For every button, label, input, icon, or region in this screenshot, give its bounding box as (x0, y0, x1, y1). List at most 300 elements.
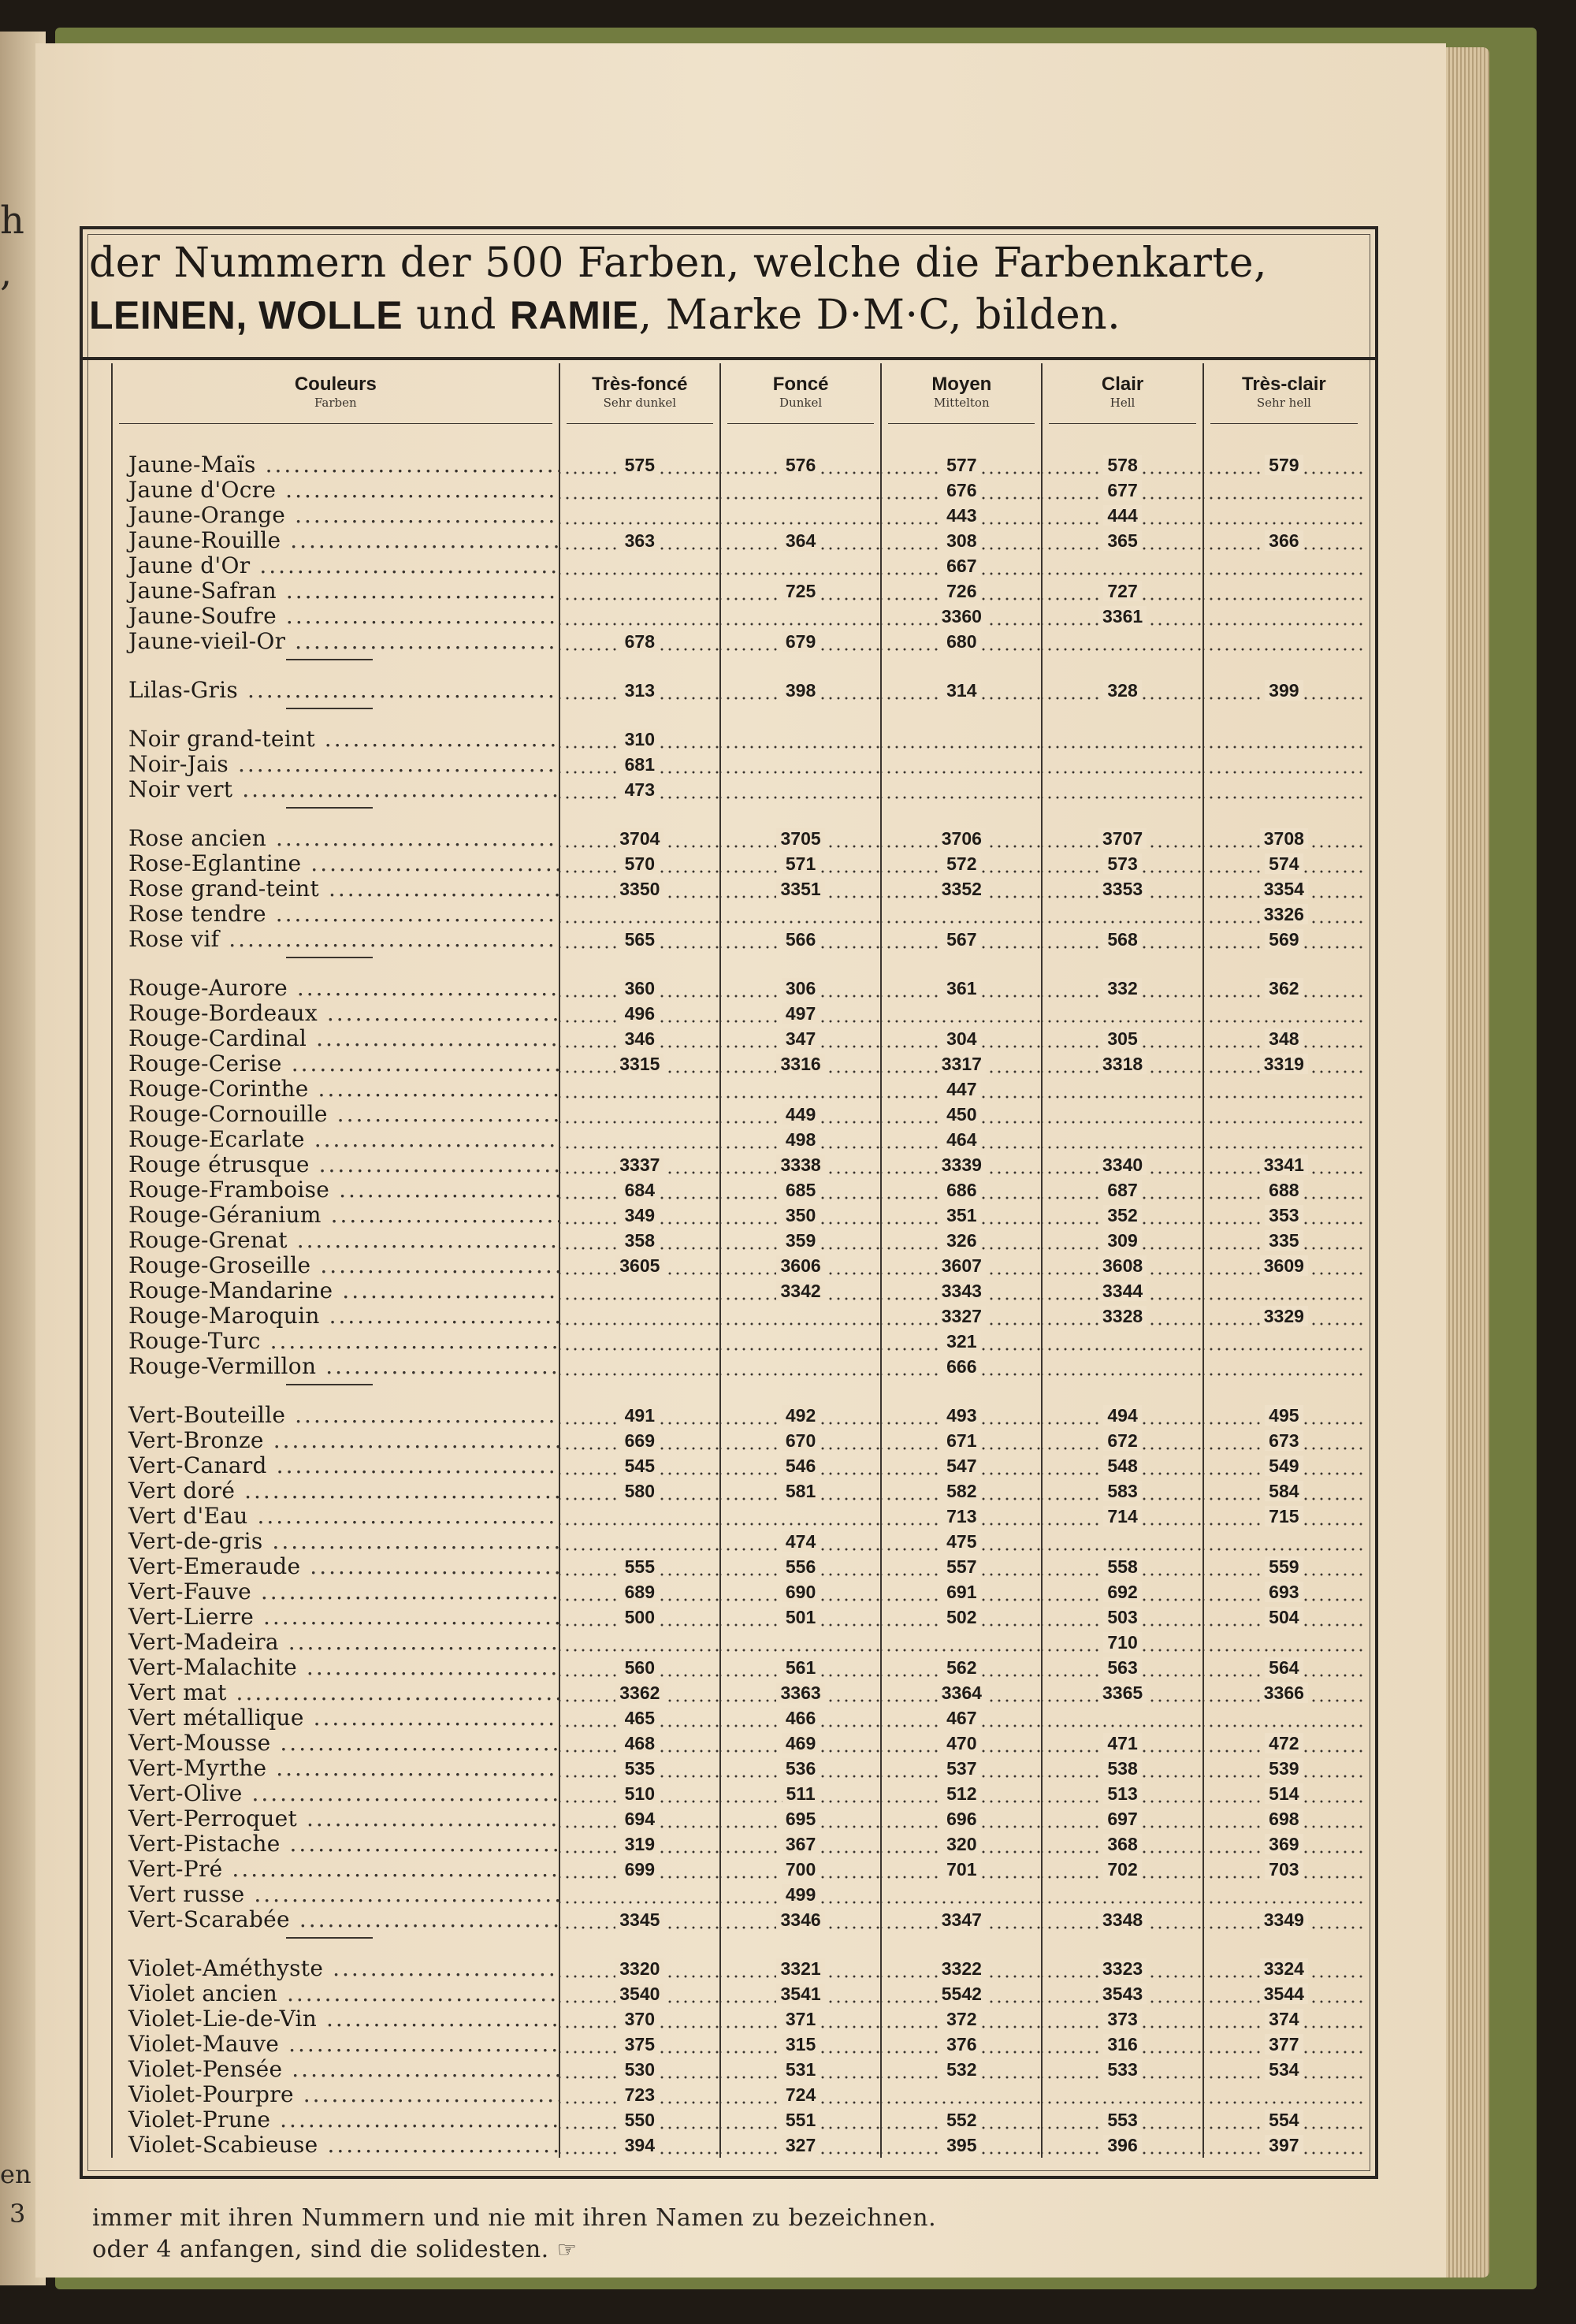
color-number-cell (881, 826, 1042, 851)
color-number-cell (559, 1051, 720, 1076)
color-number-cell (720, 1051, 881, 1076)
table-row (112, 678, 1364, 703)
color-number-cell (881, 452, 1042, 478)
color-name: Jaune d'Or ..... (112, 553, 559, 578)
color-number: 396 (1103, 2135, 1141, 2155)
color-number-cell (1042, 1731, 1202, 1756)
color-name: Noir vert ..... (112, 777, 559, 802)
color-number: 3544 (1260, 1984, 1308, 2004)
color-number-cell (720, 1001, 881, 1026)
color-number-cell (881, 503, 1042, 528)
color-number-cell (720, 2082, 881, 2107)
color-number-cell (1203, 553, 1364, 578)
color-number: 3607 (938, 1255, 986, 1276)
color-number-cell (1203, 528, 1364, 553)
color-name: Jaune-Maïs ..... (112, 452, 559, 478)
color-number-cell (720, 1781, 881, 1806)
color-number-cell (1042, 1026, 1202, 1051)
title-rest: , Marke D·M·C, bilden. (638, 292, 1121, 339)
color-number-cell (1042, 1956, 1202, 1981)
color-number-cell (881, 1428, 1042, 1453)
table-row (112, 1831, 1364, 1857)
table-row (112, 2107, 1364, 2133)
color-number-cell (720, 1705, 881, 1731)
color-number-cell (881, 1806, 1042, 1831)
table-row (112, 1354, 1364, 1379)
color-name: Jaune-Orange ..... (112, 503, 559, 528)
color-number: 3320 (615, 1958, 663, 1979)
color-number: 681 (621, 754, 659, 775)
color-number-cell (881, 1781, 1042, 1806)
color-number-cell (559, 478, 720, 503)
color-number-cell (1203, 1478, 1364, 1504)
color-number: 3341 (1260, 1155, 1308, 1175)
color-number: 359 (782, 1230, 820, 1251)
color-name: Vert-Lierre ..... (112, 1604, 559, 1630)
color-number: 398 (782, 680, 820, 701)
color-number-cell (1042, 578, 1202, 604)
color-number: 3318 (1098, 1054, 1147, 1074)
table-header-row (112, 363, 1364, 435)
color-number: 3329 (1260, 1306, 1308, 1326)
color-number: 3605 (615, 1255, 663, 1276)
color-number-cell (720, 1152, 881, 1177)
color-number-cell (1042, 1478, 1202, 1504)
color-number: 671 (942, 1430, 980, 1451)
color-number-cell (881, 1579, 1042, 1604)
color-number: 3350 (615, 879, 663, 899)
color-number-cell (1042, 2032, 1202, 2057)
color-number-cell (1042, 1680, 1202, 1705)
color-number-cell (1203, 1882, 1364, 1907)
color-number: 3351 (776, 879, 824, 899)
color-name: Vert mat ..... (112, 1680, 559, 1705)
color-number: 563 (1103, 1657, 1141, 1678)
table-row (112, 1806, 1364, 1831)
color-number: 547 (942, 1456, 980, 1476)
color-number: 314 (942, 680, 980, 701)
color-name: Vert d'Eau ..... (112, 1504, 559, 1529)
color-number: 304 (942, 1028, 980, 1049)
color-number-cell (1203, 1102, 1364, 1127)
title-caps-2: RAMIE (509, 293, 639, 337)
color-number: 562 (942, 1657, 980, 1678)
color-number: 3361 (1098, 606, 1147, 627)
color-number-cell (1042, 2133, 1202, 2158)
color-number: 499 (782, 1884, 820, 1905)
color-number: 685 (782, 1180, 820, 1200)
color-number-cell (1042, 1806, 1202, 1831)
color-number-cell (720, 1303, 881, 1329)
color-number-cell (559, 578, 720, 604)
color-number-cell (881, 1529, 1042, 1554)
color-number-cell (881, 1956, 1042, 1981)
color-number: 677 (1103, 480, 1141, 500)
color-name: Jaune-vieil-Or ..... (112, 629, 559, 654)
color-number-cell (1042, 1529, 1202, 1554)
color-number-cell (720, 1981, 881, 2006)
color-number-cell (720, 2107, 881, 2133)
group-separator (112, 802, 1364, 826)
color-number: 726 (942, 581, 980, 601)
color-number: 348 (1265, 1028, 1303, 1049)
color-number-cell (881, 1478, 1042, 1504)
color-number-cell (1042, 478, 1202, 503)
color-number: 678 (621, 631, 659, 652)
color-number: 545 (621, 1456, 659, 1476)
color-number: 565 (621, 929, 659, 950)
color-number-cell (881, 678, 1042, 703)
table-row (112, 976, 1364, 1001)
color-number-cell (1203, 629, 1364, 654)
color-number-cell (881, 1731, 1042, 1756)
color-number-cell (559, 1428, 720, 1453)
table-row (112, 1051, 1364, 1076)
color-number-cell (559, 1076, 720, 1102)
color-number: 467 (942, 1708, 980, 1728)
color-number-cell (1042, 2082, 1202, 2107)
color-number-cell (1203, 1981, 1364, 2006)
color-number-cell (559, 876, 720, 902)
color-number: 715 (1265, 1506, 1303, 1526)
color-number: 3364 (938, 1683, 986, 1703)
color-number-cell (881, 1604, 1042, 1630)
title-und: und (403, 292, 510, 339)
color-number-cell (1042, 1203, 1202, 1228)
color-number: 511 (782, 1783, 820, 1804)
color-number: 502 (942, 1607, 980, 1627)
color-number: 349 (621, 1205, 659, 1225)
color-number: 358 (621, 1230, 659, 1251)
color-name: Violet-Mauve ..... (112, 2032, 559, 2057)
color-number: 667 (942, 556, 980, 576)
color-number-cell (881, 578, 1042, 604)
color-number: 546 (782, 1456, 820, 1476)
color-number-cell (720, 528, 881, 553)
color-number: 687 (1103, 1180, 1141, 1200)
color-number: 3366 (1260, 1683, 1308, 1703)
color-number-cell (1203, 1554, 1364, 1579)
color-number-cell (559, 1680, 720, 1705)
table-row (112, 1403, 1364, 1428)
color-number-cell (720, 902, 881, 927)
color-number-cell (1203, 1329, 1364, 1354)
color-number: 444 (1103, 505, 1141, 526)
color-number-cell (720, 1655, 881, 1680)
color-name: Rose grand-teint ..... (112, 876, 559, 902)
color-number-cell (1203, 1001, 1364, 1026)
color-number-cell (720, 1554, 881, 1579)
group-separator (112, 1932, 1364, 1956)
color-number-cell (1203, 1303, 1364, 1329)
color-number: 693 (1265, 1582, 1303, 1602)
color-number: 3315 (615, 1054, 663, 1074)
color-number-cell (720, 927, 881, 952)
color-number: 365 (1103, 530, 1141, 551)
color-number-cell (1203, 1428, 1364, 1453)
color-number-cell (720, 2133, 881, 2158)
color-number-cell (881, 1630, 1042, 1655)
color-number-cell (720, 1102, 881, 1127)
color-number-cell (881, 629, 1042, 654)
color-name: Vert-Pistache ..... (112, 1831, 559, 1857)
color-number-cell (1203, 1026, 1364, 1051)
color-name: Rouge-Framboise ..... (112, 1177, 559, 1203)
color-number: 510 (621, 1783, 659, 1804)
color-number-cell (881, 1857, 1042, 1882)
color-number: 397 (1265, 2135, 1303, 2155)
color-number: 394 (621, 2135, 659, 2155)
color-number-cell (559, 1329, 720, 1354)
color-number-cell (1042, 604, 1202, 629)
color-number-cell (559, 1026, 720, 1051)
color-number-cell (881, 902, 1042, 927)
color-name: Vert-Mousse ..... (112, 1731, 559, 1756)
color-number-cell (720, 604, 881, 629)
color-number-cell (1203, 1604, 1364, 1630)
color-number: 475 (942, 1531, 980, 1552)
color-number-cell (720, 1806, 881, 1831)
table-row (112, 1152, 1364, 1177)
color-number: 561 (782, 1657, 820, 1678)
color-name: Rouge-Corinthe ..... (112, 1076, 559, 1102)
color-number-cell (881, 604, 1042, 629)
color-number-cell (881, 876, 1042, 902)
color-number: 3342 (776, 1281, 824, 1301)
group-separator-rule (286, 957, 373, 958)
table-row (112, 1026, 1364, 1051)
color-number: 3343 (938, 1281, 986, 1301)
color-number: 584 (1265, 1481, 1303, 1501)
color-number: 669 (621, 1430, 659, 1451)
color-name: Rouge-Cardinal ..... (112, 1026, 559, 1051)
color-number-cell (1203, 1127, 1364, 1152)
color-number: 305 (1103, 1028, 1141, 1049)
table-row (112, 2082, 1364, 2107)
group-separator (112, 703, 1364, 727)
color-number: 465 (621, 1708, 659, 1728)
color-number: 3705 (776, 828, 824, 849)
color-number: 533 (1103, 2059, 1141, 2080)
color-number-cell (720, 1354, 881, 1379)
color-number: 327 (782, 2135, 820, 2155)
color-number-cell (720, 777, 881, 802)
color-number: 371 (782, 2009, 820, 2029)
color-number-cell (1203, 1781, 1364, 1806)
color-name: Rouge-Grenat ..... (112, 1228, 559, 1253)
color-name: Lilas-Gris ..... (112, 678, 559, 703)
color-number-cell (720, 876, 881, 902)
color-number-cell (1042, 1781, 1202, 1806)
table-row (112, 1680, 1364, 1705)
color-number-cell (559, 452, 720, 478)
color-name: Vert-de-gris ..... (112, 1529, 559, 1554)
color-number-cell (559, 1453, 720, 1478)
color-number: 549 (1265, 1456, 1303, 1476)
color-number: 727 (1103, 581, 1141, 601)
color-number-cell (1203, 2057, 1364, 2082)
color-number: 3354 (1260, 879, 1308, 899)
color-number: 552 (942, 2110, 980, 2130)
color-name: Violet ancien ..... (112, 1981, 559, 2006)
color-name: Jaune d'Ocre ..... (112, 478, 559, 503)
color-number-cell (559, 1354, 720, 1379)
table-row (112, 876, 1364, 902)
color-name: Rouge-Turc ..... (112, 1329, 559, 1354)
color-number: 3608 (1098, 1255, 1147, 1276)
color-number-cell (881, 1907, 1042, 1932)
color-number-cell (559, 2057, 720, 2082)
color-number-cell (1203, 452, 1364, 478)
table-row (112, 2032, 1364, 2057)
color-number-cell (1042, 1907, 1202, 1932)
color-number: 3346 (776, 1909, 824, 1930)
color-number: 688 (1265, 1180, 1303, 1200)
color-number: 3340 (1098, 1155, 1147, 1175)
color-number-cell (559, 1604, 720, 1630)
color-number: 500 (621, 1607, 659, 1627)
color-number-cell (720, 478, 881, 503)
color-number: 701 (942, 1859, 980, 1880)
color-name: Rose vif ..... (112, 927, 559, 952)
color-number: 350 (782, 1205, 820, 1225)
color-number: 692 (1103, 1582, 1141, 1602)
color-number-cell (881, 1303, 1042, 1329)
color-number: 3326 (1260, 904, 1308, 924)
color-number: 3541 (776, 1984, 824, 2004)
color-number: 548 (1103, 1456, 1141, 1476)
color-number: 497 (782, 1003, 820, 1024)
color-number-cell (1042, 826, 1202, 851)
color-number-cell (720, 1630, 881, 1655)
color-number-cell (881, 1253, 1042, 1278)
color-number-cell (1042, 1579, 1202, 1604)
color-number: 703 (1265, 1859, 1303, 1880)
table-row (112, 1705, 1364, 1731)
table-row (112, 2057, 1364, 2082)
color-number: 468 (621, 1733, 659, 1753)
color-number: 3322 (938, 1958, 986, 1979)
color-number: 3324 (1260, 1958, 1308, 1979)
color-number-cell (1042, 1076, 1202, 1102)
color-number: 3321 (776, 1958, 824, 1979)
color-number-cell (720, 1604, 881, 1630)
color-number: 700 (782, 1859, 820, 1880)
color-number-cell (881, 1680, 1042, 1705)
color-number: 569 (1265, 929, 1303, 950)
color-name: Rouge-Géranium ..... (112, 1203, 559, 1228)
color-table (111, 363, 1364, 2158)
color-number-cell (1203, 1731, 1364, 1756)
color-name: Rouge-Aurore ..... (112, 976, 559, 1001)
table-row (112, 777, 1364, 802)
color-number-cell (1042, 876, 1202, 902)
color-name: Vert-Fauve ..... (112, 1579, 559, 1604)
color-number: 3349 (1260, 1909, 1308, 1930)
color-number-cell (1203, 1403, 1364, 1428)
color-number: 332 (1103, 978, 1141, 998)
color-number-cell (1042, 1756, 1202, 1781)
color-number: 363 (621, 530, 659, 551)
color-number-cell (559, 851, 720, 876)
prev-page-fragment-bottom1: en (0, 2159, 32, 2189)
color-number-cell (720, 1529, 881, 1554)
color-number-cell (720, 1907, 881, 1932)
color-number-cell (881, 1102, 1042, 1127)
color-number-cell (559, 1478, 720, 1504)
color-number-cell (559, 1806, 720, 1831)
color-number: 3362 (615, 1683, 663, 1703)
color-number: 496 (621, 1003, 659, 1024)
color-number-cell (559, 1127, 720, 1152)
color-number: 309 (1103, 1230, 1141, 1251)
color-number-cell (559, 503, 720, 528)
table-row (112, 1655, 1364, 1680)
color-number: 697 (1103, 1809, 1141, 1829)
column-header-very-light: Très-clair Sehr hell (1203, 363, 1364, 435)
color-number: 691 (942, 1582, 980, 1602)
color-number: 676 (942, 480, 980, 500)
color-number-cell (881, 1203, 1042, 1228)
color-number: 310 (621, 729, 659, 749)
color-number-cell (559, 2082, 720, 2107)
color-number-cell (720, 1076, 881, 1102)
color-number: 360 (621, 978, 659, 998)
color-number: 571 (782, 853, 820, 874)
color-number-cell (1042, 777, 1202, 802)
color-number-cell (559, 777, 720, 802)
color-name: Jaune-Safran ..... (112, 578, 559, 604)
color-number-cell (559, 927, 720, 952)
color-number-cell (1042, 1177, 1202, 1203)
color-number-cell (720, 2057, 881, 2082)
color-name: Rose-Eglantine ..... (112, 851, 559, 876)
color-number-cell (720, 2032, 881, 2057)
color-number: 576 (782, 455, 820, 475)
color-number-cell (1042, 1604, 1202, 1630)
color-number: 503 (1103, 1607, 1141, 1627)
table-row (112, 1278, 1364, 1303)
color-number: 572 (942, 853, 980, 874)
color-number-cell (559, 1579, 720, 1604)
color-number: 313 (621, 680, 659, 701)
color-name: Vert métallique ..... (112, 1705, 559, 1731)
table-row (112, 1781, 1364, 1806)
table-row (112, 1127, 1364, 1152)
color-name: Rouge étrusque ..... (112, 1152, 559, 1177)
color-number-cell (881, 2107, 1042, 2133)
color-number-cell (1203, 1655, 1364, 1680)
color-number: 464 (942, 1129, 980, 1150)
color-number: 361 (942, 978, 980, 998)
color-number-cell (1203, 826, 1364, 851)
color-number-cell (1042, 1152, 1202, 1177)
color-number-cell (720, 1731, 881, 1756)
color-name: Jaune-Soufre ..... (112, 604, 559, 629)
color-number: 3352 (938, 879, 986, 899)
color-number: 320 (942, 1834, 980, 1854)
color-number-cell (1203, 752, 1364, 777)
color-number-cell (559, 1756, 720, 1781)
color-number-cell (1042, 452, 1202, 478)
color-name: Vert-Malachite ..... (112, 1655, 559, 1680)
color-number-cell (1203, 876, 1364, 902)
color-number: 558 (1103, 1556, 1141, 1577)
color-number: 3337 (615, 1155, 663, 1175)
color-number-cell (1203, 1529, 1364, 1554)
color-number: 554 (1265, 2110, 1303, 2130)
color-number-cell (559, 1981, 720, 2006)
